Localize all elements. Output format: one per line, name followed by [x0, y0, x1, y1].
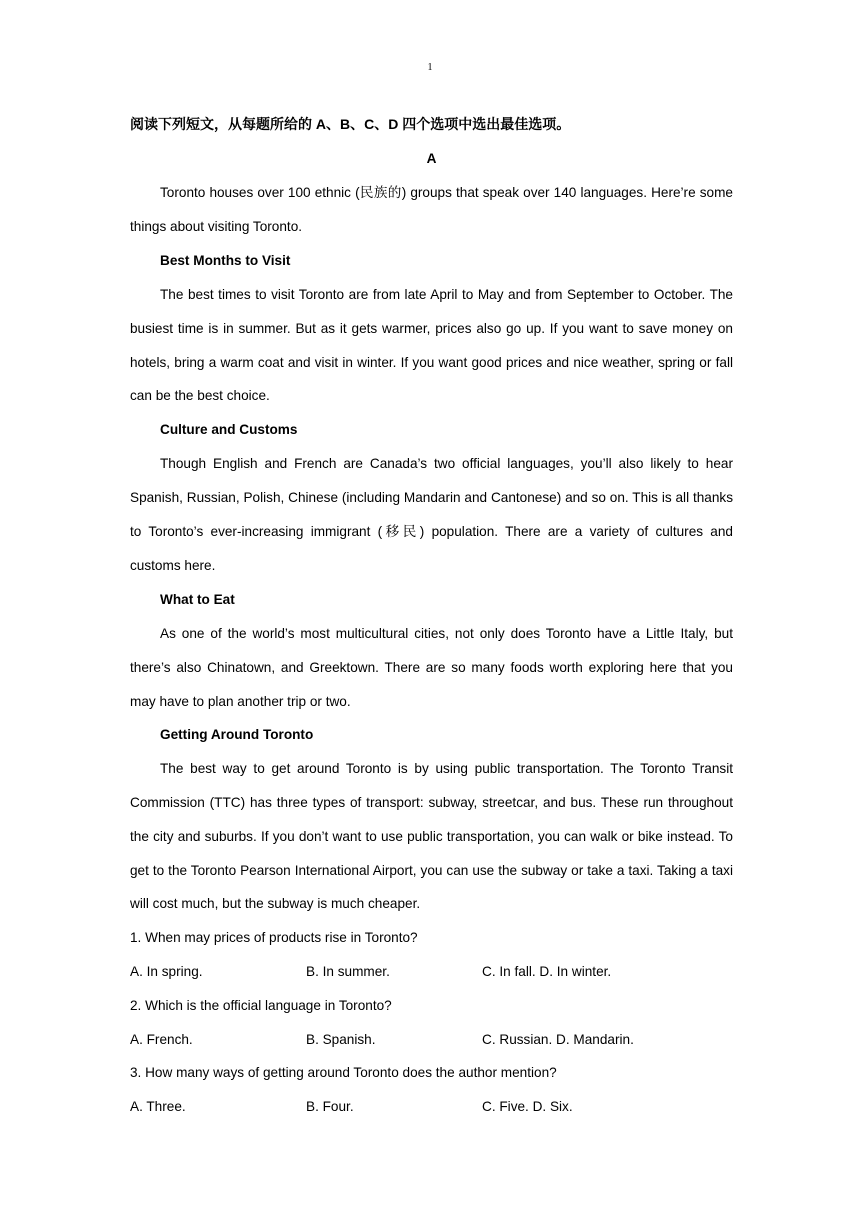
option-b: B. In summer.: [306, 963, 390, 979]
option-a: A. Three.: [130, 1099, 186, 1115]
culture-gloss: 移民: [382, 523, 420, 540]
page-number: 1: [427, 62, 433, 73]
option-c-d: C. In fall. D. In winter.: [482, 963, 612, 979]
intro-text-1: Toronto houses over 100 ethnic (: [160, 184, 360, 200]
section-heading-best-months: Best Months to Visit: [160, 253, 291, 269]
instructions: 阅读下列短文，从每题所给的 A、B、C、D 四个选项中选出最佳选项。: [130, 116, 571, 132]
document-body: [130, 108, 733, 1124]
question-2-options: [130, 1023, 733, 1057]
question-2-stem: 2. Which is the official language in Toronto?: [130, 997, 392, 1013]
option-c-d: C. Russian. D. Mandarin.: [482, 1031, 634, 1047]
culture-text-1: Though English and French are Canada’s two official languages, you’ll also likely to hear Spanish, Russian, Polish, Chinese (including Mandarin and Cantonese) and so on. This is all thanks to Toronto’s ever-increasing immigrant (: [130, 455, 733, 539]
culture-text-2: ) population. There are a variety of cultures and customs here.: [130, 523, 733, 574]
question-1-options: [130, 955, 733, 989]
section-heading-food: What to Eat: [160, 592, 235, 608]
option-a: A. In spring.: [130, 963, 203, 979]
question-3-options: [130, 1090, 733, 1124]
intro-text-2: ) groups that speak over 140 languages. Here’re some things about visiting Toronto.: [130, 184, 733, 235]
section-text-best-months: The best times to visit Toronto are from late April to May and from September to October. The busiest time is in summer. But as it gets warmer, prices also go up. If you want to save money on hotels, bring a warm coat and visit in winter. If you want good prices and nice weather, spring or fall can be the best choice.: [130, 286, 733, 404]
section-text-food: As one of the world’s most multicultural cities, not only does Toronto have a Little Italy, but there’s also Chinatown, and Greektown. There are so many foods worth exploring here that you may have to plan another trip or two.: [130, 625, 733, 709]
intro-paragraph: [130, 176, 733, 245]
section-heading-transport: Getting Around Toronto: [160, 727, 314, 743]
option-b: B. Four.: [306, 1099, 354, 1115]
question-1-stem: 1. When may prices of products rise in Toronto?: [130, 930, 418, 946]
section-text-culture: [130, 447, 733, 583]
option-c-d: C. Five. D. Six.: [482, 1099, 573, 1115]
option-b: B. Spanish.: [306, 1031, 376, 1047]
option-a: A. French.: [130, 1031, 193, 1047]
question-3-stem: 3. How many ways of getting around Toronto does the author mention?: [130, 1065, 557, 1081]
intro-gloss: 民族的: [359, 184, 402, 201]
section-heading-culture: Culture and Customs: [160, 422, 298, 438]
section-text-transport: The best way to get around Toronto is by using public transportation. The Toronto Transit Commission (TTC) has three types of transport: subway, streetcar, and bus. These run throughout the city and suburbs. If you don’t want to use public transportation, you can walk or bike instead. To get to the Toronto Pearson International Airport, you can use the subway or take a taxi. Taking a taxi will cost much, but the subway is much cheaper.: [130, 761, 733, 912]
passage-label: A: [426, 150, 437, 166]
